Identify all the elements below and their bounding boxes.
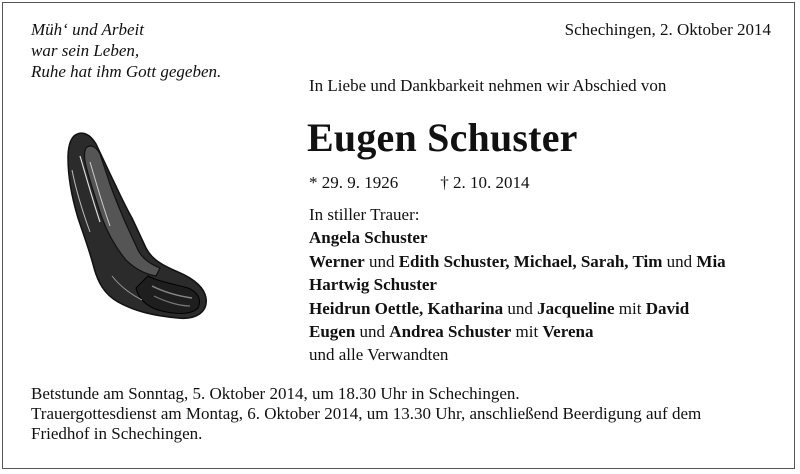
motto-line-1: Müh‘ und Arbeit xyxy=(31,20,145,39)
mourner-line-3: Hartwig Schuster xyxy=(309,275,437,295)
mourners-list xyxy=(309,203,726,367)
place-date: Schechingen, 2. Oktober 2014 xyxy=(564,20,771,39)
service-line-1: Betstunde am Sonntag, 5. Oktober 2014, um 18.30 Uhr in Schechingen. xyxy=(31,384,520,403)
mourner-line-1: Angela Schuster xyxy=(309,228,428,248)
life-dates xyxy=(309,173,530,193)
mourner-line-4: Heidrun Oettle, Katharina und Jacqueline mit David xyxy=(309,298,690,318)
service-info xyxy=(31,384,701,444)
mourner-line-2: Werner und Edith Schuster, Michael, Sarah, Tim und Mia xyxy=(309,251,726,271)
motto xyxy=(31,19,221,82)
mourner-line-5: Eugen und Andrea Schuster mit Verena xyxy=(309,322,594,342)
praying-hands-icon xyxy=(60,126,210,321)
service-line-2: Trauergottesdienst am Montag, 6. Oktober 2014, um 13.30 Uhr, anschließend Beerdigung auf dem xyxy=(31,404,702,423)
intro-text: In Liebe und Dankbarkeit nehmen wir Abschied von xyxy=(309,76,667,95)
death-date: † 2. 10. 2014 xyxy=(440,173,530,192)
deceased-name: Eugen Schuster xyxy=(307,115,578,160)
service-line-3: Friedhof in Schechingen. xyxy=(31,424,203,443)
mourners-heading: In stiller Trauer: xyxy=(309,205,420,224)
motto-line-3: Ruhe hat ihm Gott gegeben. xyxy=(31,62,222,81)
birth-date: * 29. 9. 1926 xyxy=(309,173,399,192)
mourners-closing: und alle Verwandten xyxy=(309,345,449,365)
motto-line-2: war sein Leben, xyxy=(31,41,140,60)
